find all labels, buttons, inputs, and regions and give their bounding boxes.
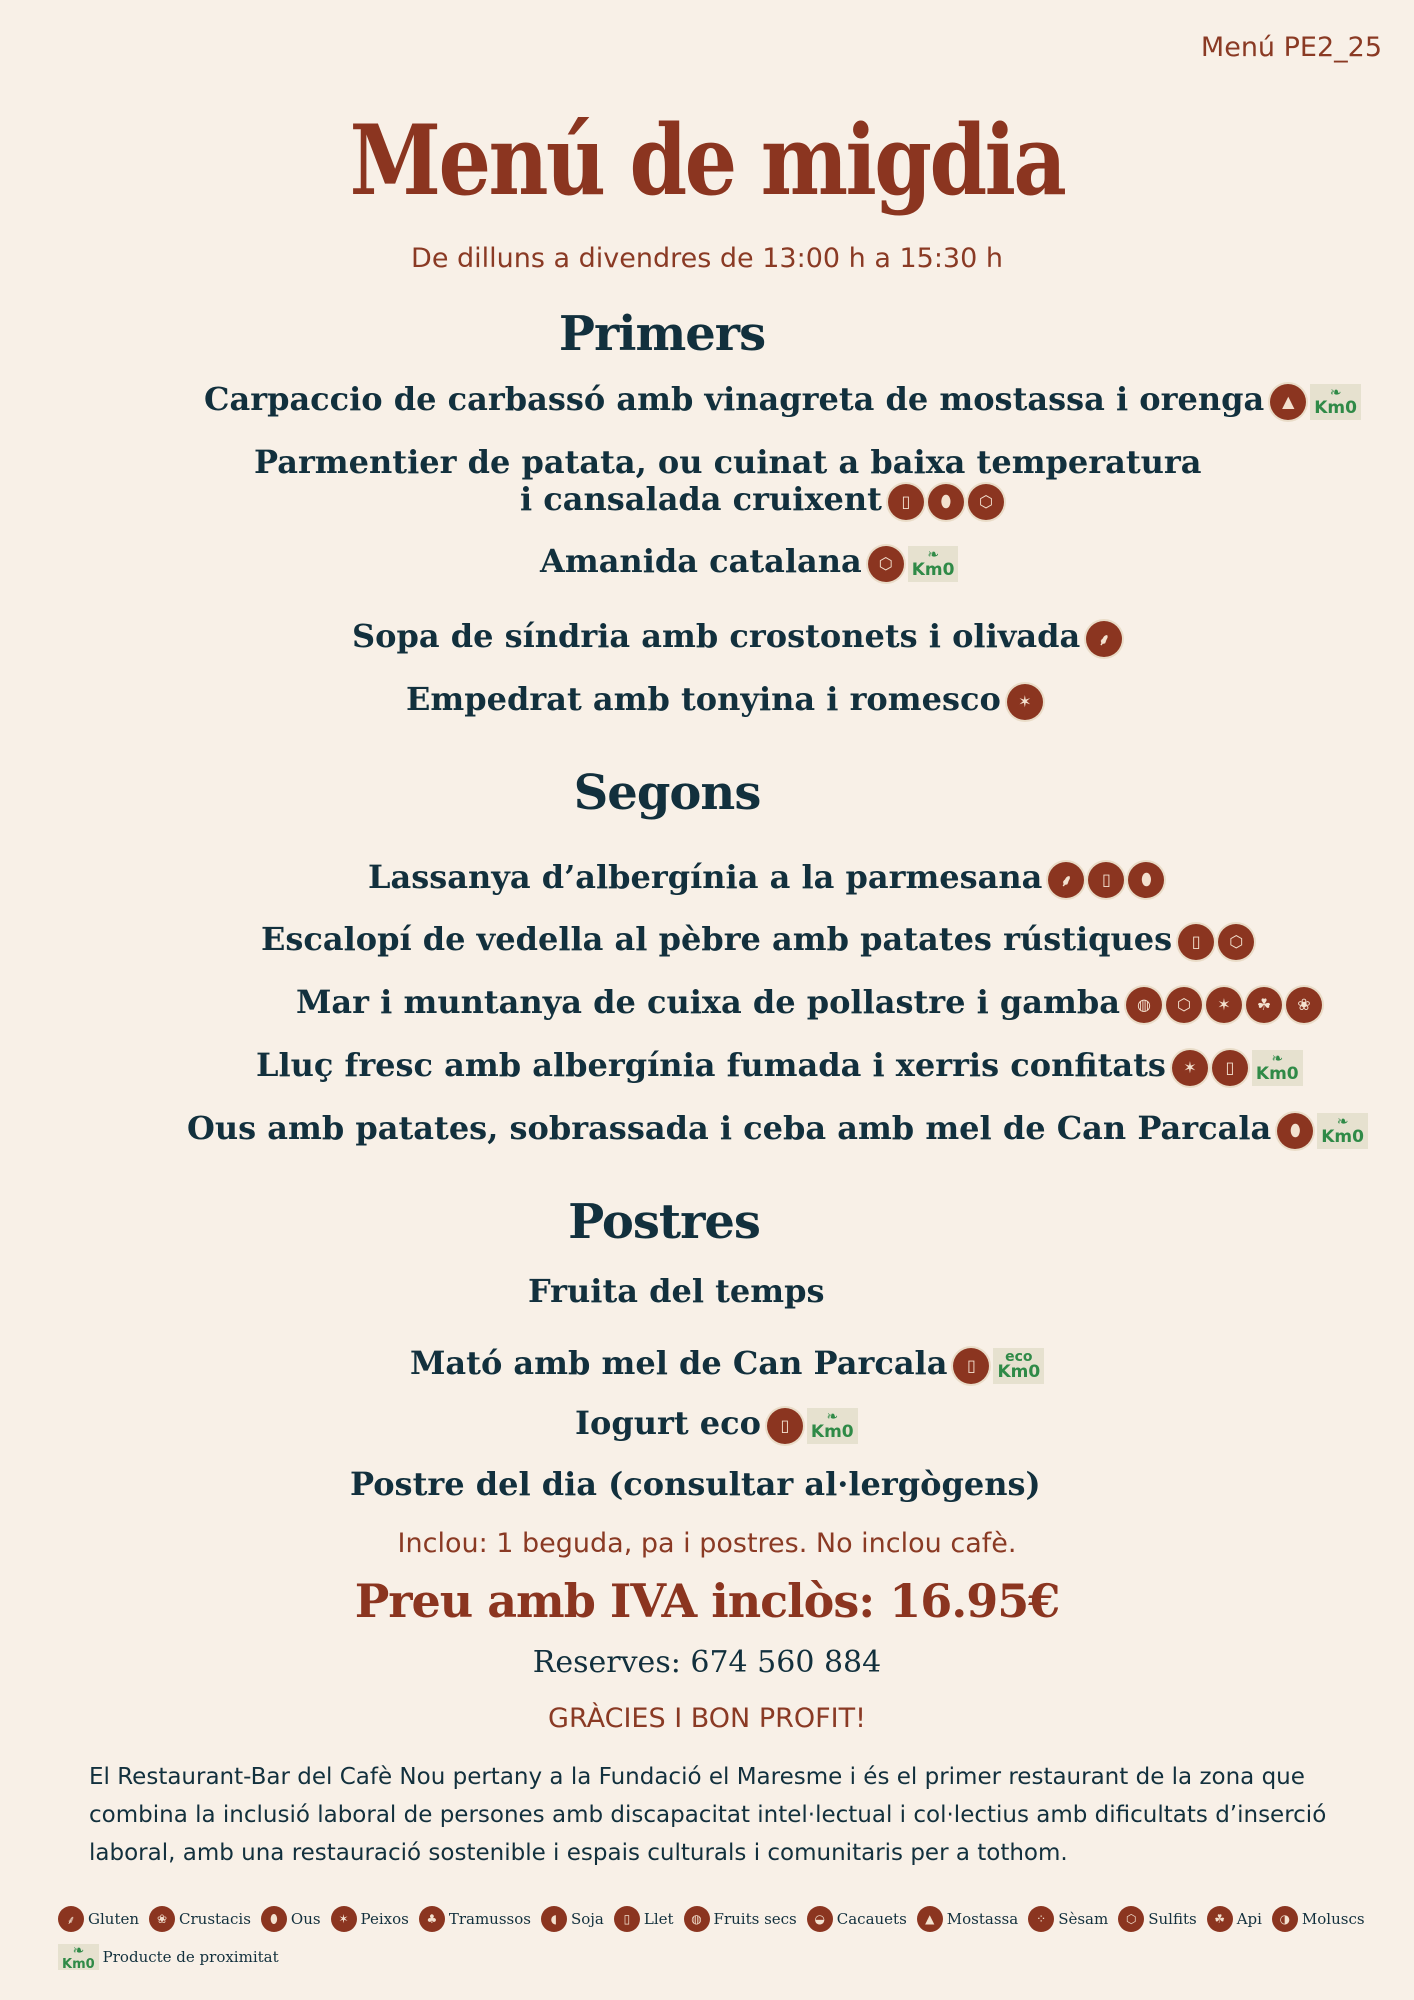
legend-label: Fruits secs	[713, 1910, 797, 1928]
fish-icon: ✶	[1007, 684, 1043, 720]
peanut-icon: ◒	[807, 1906, 833, 1932]
legend-item	[149, 1906, 251, 1932]
dish-segon-3: Mar i muntanya de cuixa de pollastre i gamba ◍ ⬡ ✶ ☘ ❀	[296, 983, 1322, 1023]
dish-segon-1: Lassanya d’albergínia a la parmesana ⸙ ▯ ⬮	[368, 858, 1164, 898]
milk-icon: ▯	[614, 1906, 640, 1932]
milk-icon: ▯	[953, 1348, 989, 1384]
legend-label: Soja	[570, 1910, 604, 1928]
sulphites-icon: ⬡	[1166, 987, 1202, 1023]
legend-label: Producte de proximitat	[102, 1948, 279, 1966]
soy-icon: ◖	[541, 1906, 567, 1932]
price: Preu amb IVA inclòs: 16.95€	[354, 1574, 1060, 1628]
crustaceans-icon: ❀	[1286, 987, 1322, 1023]
milk-icon: ▯	[1212, 1050, 1248, 1086]
egg-icon: ⬮	[1128, 862, 1164, 898]
legend-label: Api	[1236, 1910, 1262, 1928]
celery-icon: ☘	[1246, 987, 1282, 1023]
dish-postre-2: Mató amb mel de Can Parcala ▯ eco Km0	[410, 1344, 1044, 1384]
dish-segon-2: Escalopí de vedella al pèbre amb patates rústiques ▯ ⬡	[261, 920, 1254, 960]
legend-item	[58, 1944, 279, 1970]
km0-icon: ❧ Km0	[1252, 1050, 1303, 1086]
legend-item	[541, 1906, 604, 1932]
legend-item	[1118, 1906, 1196, 1932]
fish-icon: ✶	[1206, 987, 1242, 1023]
nuts-icon: ◍	[1126, 987, 1162, 1023]
thanks-message: GRÀCIES I BON PROFIT!	[548, 1703, 866, 1734]
legend-item	[58, 1906, 139, 1932]
dish-postre-4: Postre del dia (consultar al·lergògens)	[350, 1465, 1041, 1503]
legend-item	[261, 1906, 321, 1932]
dish-primer-4: Sopa de síndria amb crostonets i olivada ⸙	[352, 617, 1122, 657]
milk-icon: ▯	[1178, 924, 1214, 960]
legend-item	[1272, 1906, 1365, 1932]
legend-label: Llet	[643, 1910, 674, 1928]
legend-label: Mostassa	[946, 1910, 1019, 1928]
legend-label: Cacauets	[836, 1910, 907, 1928]
section-title-segons: Segons	[573, 765, 761, 821]
section-title-postres: Postres	[568, 1194, 760, 1250]
fish-icon: ✶	[1172, 1050, 1208, 1086]
legend-label: Crustacis	[179, 1910, 251, 1928]
sulphites-icon: ⬡	[868, 546, 904, 582]
legend-label: Tramussos	[448, 1910, 531, 1928]
eco-km0-icon: eco Km0	[993, 1348, 1044, 1384]
km0-icon: ❧ Km0	[1310, 384, 1361, 420]
legend-label: Sulfits	[1148, 1910, 1197, 1928]
km0-icon: ❧ Km0	[1317, 1113, 1368, 1149]
dish-postre-3: Iogurt eco ▯ ❧ Km0	[575, 1404, 858, 1444]
dish-postre-1: Fruita del temps	[528, 1272, 825, 1310]
milk-icon: ▯	[888, 484, 924, 520]
legend-label: Sèsam	[1058, 1910, 1109, 1928]
legend-label: Peixos	[360, 1910, 409, 1928]
legend-item	[1207, 1906, 1262, 1932]
legend-label: Ous	[290, 1910, 321, 1928]
crustaceans-icon: ❀	[149, 1906, 175, 1932]
sulphites-icon: ⬡	[1218, 924, 1254, 960]
section-title-primers: Primers	[558, 306, 766, 362]
dish-primer-5: Empedrat amb tonyina i romesco ✶	[406, 680, 1043, 720]
legend-label: Moluscs	[1301, 1910, 1365, 1928]
legend-item	[684, 1906, 797, 1932]
egg-icon: ⬮	[1277, 1113, 1313, 1149]
legend-item	[614, 1906, 674, 1932]
egg-icon: ⬮	[261, 1906, 287, 1932]
menu-code: Menú PE2_25	[1200, 32, 1382, 63]
lupin-icon: ♣	[419, 1906, 445, 1932]
gluten-icon: ⸙	[1048, 862, 1084, 898]
reservations: Reserves: 674 560 884	[532, 1645, 882, 1680]
legend-label: Gluten	[88, 1910, 140, 1928]
legend-item	[419, 1906, 531, 1932]
celery-icon: ☘	[1207, 1906, 1233, 1932]
egg-icon: ⬮	[928, 484, 964, 520]
dish-primer-2-line2: i cansalada cruixent ▯ ⬮ ⬡	[520, 480, 1004, 520]
page-title: Menú de migdia	[349, 104, 1065, 217]
mustard-icon: ▲	[917, 1906, 943, 1932]
dish-primer-3: Amanida catalana ⬡ ❧ Km0	[540, 542, 958, 582]
milk-icon: ▯	[767, 1408, 803, 1444]
nuts-icon: ◍	[684, 1906, 710, 1932]
dish-segon-5: Ous amb patates, sobrassada i ceba amb mel de Can Parcala ⬮ ❧ Km0	[187, 1109, 1368, 1149]
molluscs-icon: ◑	[1272, 1906, 1298, 1932]
includes-note: Inclou: 1 beguda, pa i postres. No inclou cafè.	[397, 1528, 1017, 1559]
gluten-icon: ⸙	[58, 1906, 84, 1932]
dish-segon-4: Lluç fresc amb albergínia fumada i xerris confitats ✶ ▯ ❧ Km0	[256, 1046, 1303, 1086]
legend-item	[807, 1906, 907, 1932]
dish-primer-1: Carpaccio de carbassó amb vinagreta de mostassa i orenga ▲ ❧ Km0	[204, 380, 1361, 420]
about-paragraph: El Restaurant-Bar del Cafè Nou pertany a la Fundació el Maresme i és el primer restaurant de la zona que combina la inclusió laboral de persones amb discapacitat intel·lectual i col·lectius amb dificultats d’inserció laboral, amb una restauració sostenible i espais culturals i comunitaris per a tothom.	[89, 1764, 1327, 1866]
allergen-legend	[58, 1906, 1388, 1970]
fish-icon: ✶	[331, 1906, 357, 1932]
legend-item	[331, 1906, 409, 1932]
dish-primer-2-line1: Parmentier de patata, ou cuinat a baixa temperatura	[254, 443, 1202, 481]
sesame-icon: ⁘	[1028, 1906, 1054, 1932]
legend-item	[1028, 1906, 1108, 1932]
sulphites-icon: ⬡	[1118, 1906, 1144, 1932]
milk-icon: ▯	[1088, 862, 1124, 898]
gluten-icon: ⸙	[1086, 621, 1122, 657]
sulphites-icon: ⬡	[968, 484, 1004, 520]
mustard-icon: ▲	[1270, 384, 1306, 420]
km0-icon: ❧ Km0	[58, 1944, 99, 1970]
opening-hours: De dilluns a divendres de 13:00 h a 15:30 h	[411, 243, 1003, 274]
legend-item	[917, 1906, 1018, 1932]
km0-icon: ❧ Km0	[807, 1408, 858, 1444]
km0-icon: ❧ Km0	[908, 546, 959, 582]
